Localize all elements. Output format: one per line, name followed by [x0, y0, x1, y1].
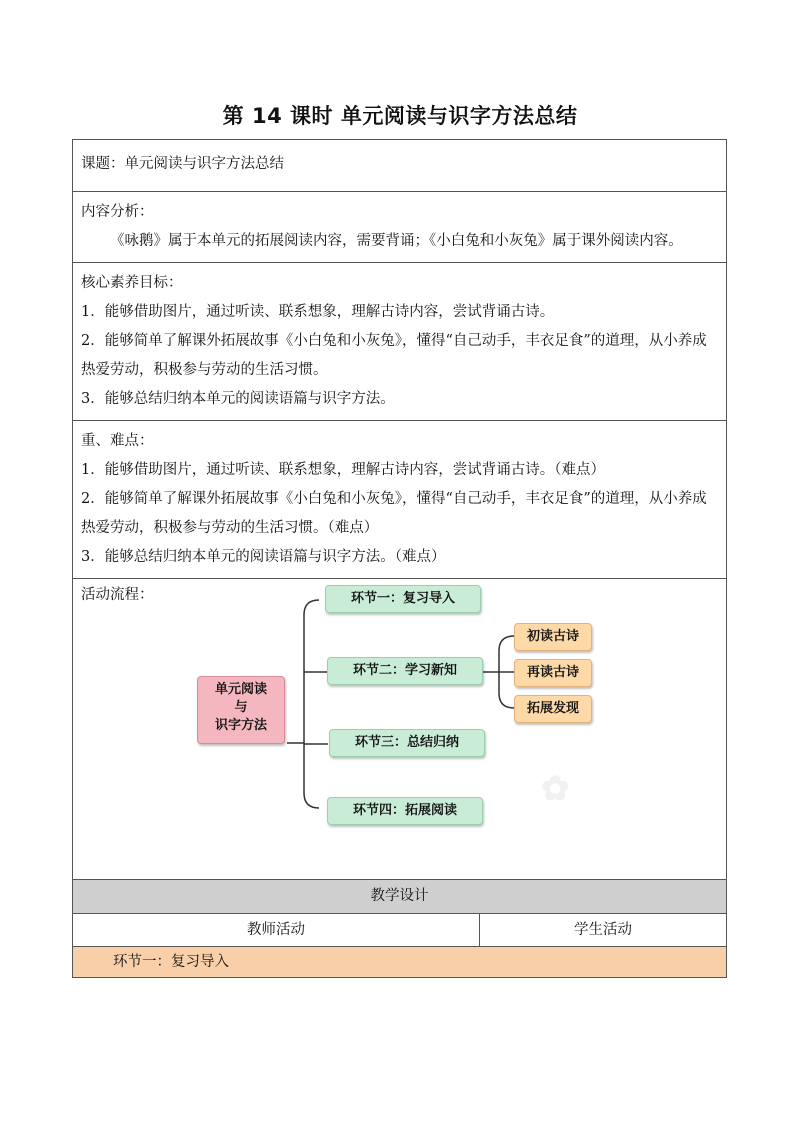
key-point-item: 3．能够总结归纳本单元的阅读语篇与识字方法。（难点） [81, 549, 446, 565]
watermark-logo: ✿ [541, 769, 570, 809]
flow-section [72, 578, 727, 879]
goal-item: 2．能够简单了解课外拓展故事《小白兔和小灰兔》，懂得“自己动手，丰衣足食”的道理，从小养成热爱劳动，积极参与劳动的生活习惯。 [81, 333, 707, 378]
teacher-activity-header: 教师活动 [73, 914, 480, 946]
page-title: 第 14 课时 单元阅读与识字方法总结 [222, 104, 578, 128]
content-analysis-section [72, 191, 727, 262]
flow-sub-step-1: 初读古诗 [514, 623, 592, 651]
stage-one-row: 环节一：复习导入 [72, 946, 727, 978]
goal-item: 1．能够借助图片，通过听读、联系想象，理解古诗内容，尝试背诵古诗。 [81, 304, 555, 320]
flow-label: 活动流程： [81, 587, 154, 603]
topic-text: 课题：单元阅读与识字方法总结 [81, 156, 284, 172]
flow-stage-2: 环节二：学习新知 [327, 657, 483, 685]
flow-root-node: 单元阅读 与 识字方法 [197, 676, 285, 744]
design-columns [72, 913, 727, 946]
lesson-table [72, 139, 727, 978]
flow-stage-3: 环节三：总结归纳 [329, 729, 485, 757]
key-point-item: 1．能够借助图片，通过听读、联系想象，理解古诗内容，尝试背诵古诗。（难点） [81, 462, 605, 478]
goals-label: 核心素养目标： [81, 275, 183, 291]
goal-item: 3．能够总结归纳本单元的阅读语篇与识字方法。 [81, 391, 395, 407]
flow-stage-1: 环节一：复习导入 [325, 585, 481, 613]
flow-stage-4: 环节四：拓展阅读 [327, 797, 483, 825]
topic-section [72, 139, 727, 191]
goals-section [72, 262, 727, 420]
content-analysis-label: 内容分析： [81, 204, 154, 220]
flow-connector-lines [73, 579, 728, 871]
student-activity-header: 学生活动 [574, 922, 632, 938]
design-header: 教学设计 [72, 879, 727, 913]
content-analysis-text: 《咏鹅》属于本单元的拓展阅读内容，需要背诵；《小白兔和小灰兔》属于课外阅读内容。 [110, 233, 683, 249]
key-points-section [72, 420, 727, 578]
flow-sub-step-3: 拓展发现 [514, 695, 592, 723]
key-point-item: 2．能够简单了解课外拓展故事《小白兔和小灰兔》，懂得“自己动手，丰衣足食”的道理，从小养成热爱劳动，积极参与劳动的生活习惯。（难点） [81, 491, 707, 536]
flow-sub-step-2: 再读古诗 [514, 659, 592, 687]
key-points-label: 重、难点： [81, 433, 154, 449]
